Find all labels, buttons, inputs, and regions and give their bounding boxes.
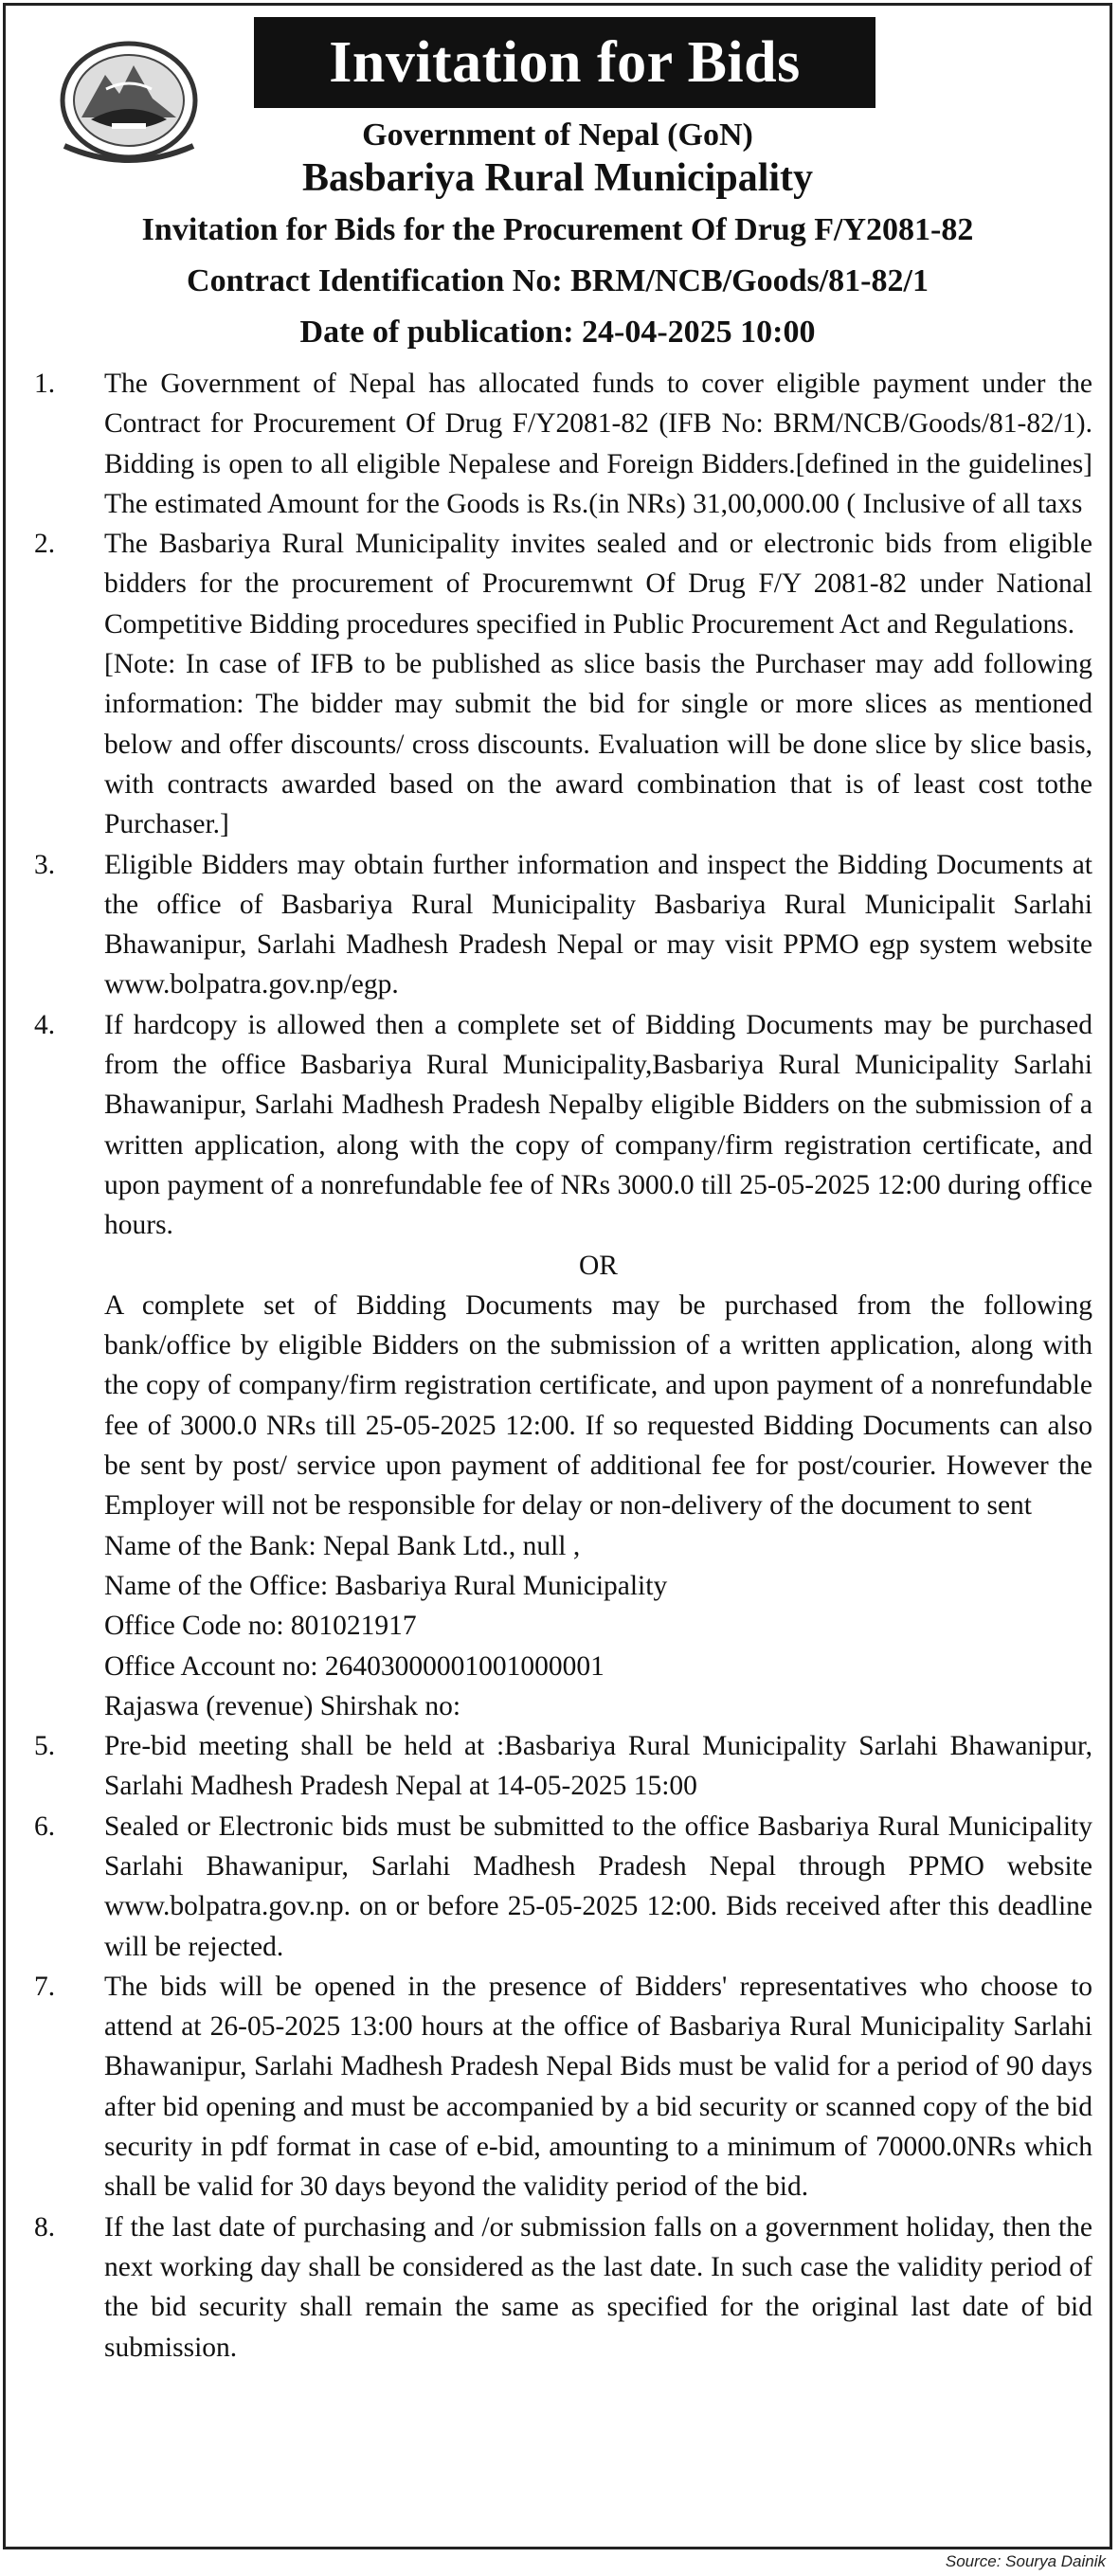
rajaswa-shirshak: Rajaswa (revenue) Shirshak no:	[104, 1690, 461, 1721]
notice-body	[34, 364, 1092, 2368]
or-separator: OR	[579, 1250, 618, 1281]
office-name: Name of the Office: Basbariya Rural Municipality	[104, 1570, 668, 1601]
list-item	[34, 364, 1092, 524]
item-content	[104, 1005, 1092, 1726]
item-number: 5.	[34, 1731, 56, 1762]
item-number: 6.	[34, 1810, 56, 1842]
item-text: Eligible Bidders may obtain further information and inspect the Bidding Documents at the office of Basbariya Rural Municipality Basbariya Rural Municipalit Sarlahi Bhawanipur, Sarlahi Madhesh Pradesh Nepal or may visit PPMO egp system website www.bolpatra.gov.np/egp.	[104, 849, 1092, 1000]
municipality-heading: Basbariya Rural Municipality	[301, 156, 814, 200]
item-number: 2.	[34, 529, 56, 560]
item-text: If hardcopy is allowed then a complete set of Bidding Documents may be purchased from the office Basbariya Rural Municipality,Basbariya Rural Municipality Sarlahi Bhawanipur, Sarlahi Madhesh Pradesh Nepalby eligible Bidders on the submission of a written application, along with the copy of company/firm registration certificate, and upon payment of a nonrefundable fee of NRs 3000.0 till 25-05-2025 12:00 during office hours.	[104, 1009, 1092, 1241]
banner-title: Invitation for Bids	[254, 17, 875, 108]
list-item	[34, 845, 1092, 1005]
list-item	[34, 1726, 1092, 1807]
item-text: If the last date of purchasing and /or submission falls on a government holiday, then the next working day shall be considered as the last date. In such case the validity period of the bid security shall remain the same as specified for the original last date of bid submission.	[104, 2211, 1092, 2363]
list-item	[34, 524, 1092, 844]
item-text: Sealed or Electronic bids must be submitted to the office Basbariya Rural Municipality Sarlahi Bhawanipur, Sarlahi Madhesh Pradesh Nepal through PPMO website www.bolpatra.gov.np. on or before 25-05-2025 12:00. Bids received after this deadline will be rejected.	[104, 1810, 1092, 1962]
office-code: Office Code no: 801021917	[104, 1611, 417, 1642]
item-text: The Government of Nepal has allocated funds to cover eligible payment under the Contract for Procurement Of Drug F/Y2081-82 (IFB No: BRM/NCB/Goods/81-82/1). Bidding is open to all eligible Nepalese and Foreign Bidders.[defined in the guidelines] The estimated Amount for the Goods is Rs.(in NRs) 31,00,000.00 ( Inclusive of all taxs	[104, 369, 1092, 519]
list-item	[34, 1967, 1092, 2207]
ifb-title: Invitation for Bids for the Procurement Of Drug F/Y2081-82	[141, 212, 974, 247]
bid-notice-page	[3, 3, 1112, 2549]
list-item	[34, 1807, 1092, 1967]
source-credit: Source: Sourya Dainik	[945, 2552, 1106, 2570]
item-text: The Basbariya Rural Municipality invites sealed and or electronic bids from eligible bidders for the procurement of Procuremwnt Of Drug F/Y 2081-82 under National Competitive Bidding procedures specified in Public Procurement Act and Regulations.	[104, 529, 1092, 639]
contract-identification: Contract Identification No: BRM/NCB/Goods/81-82/1	[187, 263, 929, 298]
bank-name: Name of the Bank: Nepal Bank Ltd., null ,	[104, 1530, 581, 1561]
publication-date: Date of publication: 24-04-2025 10:00	[299, 315, 816, 350]
item-content	[104, 524, 1092, 844]
list-item	[34, 1005, 1092, 1726]
government-heading: Government of Nepal (GoN)	[362, 117, 753, 153]
item-text: The bids will be opened in the presence of Bidders' representatives who choose to attend at 26-05-2025 13:00 hours at the office of Basbariya Rural Municipality Sarlahi Bhawanipur, Sarlahi Madhesh Pradesh Nepal Bids must be valid for a period of 90 days after bid opening and must be accompanied by a bid security or scanned copy of the bid security in pdf format in case of e-bid, amounting to a minimum of 70000.0NRs which shall be valid for 30 days beyond the validity period of the bid.	[104, 1971, 1092, 2203]
list-item	[34, 2207, 1092, 2368]
item-text-alternative: A complete set of Bidding Documents may be purchased from the following bank/office by eligible Bidders on the submission of a written application, along with the copy of company/firm registration certificate, and upon payment of a nonrefundable fee of 3000.0 NRs till 25-05-2025 12:00. If so requested Bidding Documents can also be sent by post/ service upon payment of additional fee for post/courier. However the Employer will not be responsible for delay or non-delivery of the document to sent	[104, 1289, 1092, 1522]
item-number: 8.	[34, 2211, 56, 2243]
item-number: 3.	[34, 849, 56, 880]
item-note: [Note: In case of IFB to be published as slice basis the Purchaser may add following information: The bidder may submit the bid for single or more slices as mentioned below and offer discounts/ cross discounts. Evaluation will be done slice by slice basis, with contracts awarded based on the award combination that is of least cost tothe Purchaser.]	[104, 649, 1092, 840]
office-account: Office Account no: 26403000001001000001	[104, 1650, 605, 1682]
item-number: 1.	[34, 369, 56, 399]
item-number: 4.	[34, 1009, 56, 1040]
item-text: Pre-bid meeting shall be held at :Basbariya Rural Municipality Sarlahi Bhawanipur, Sarlahi Madhesh Pradesh Nepal at 14-05-2025 15:00	[104, 1731, 1092, 1802]
item-number: 7.	[34, 1971, 56, 2002]
